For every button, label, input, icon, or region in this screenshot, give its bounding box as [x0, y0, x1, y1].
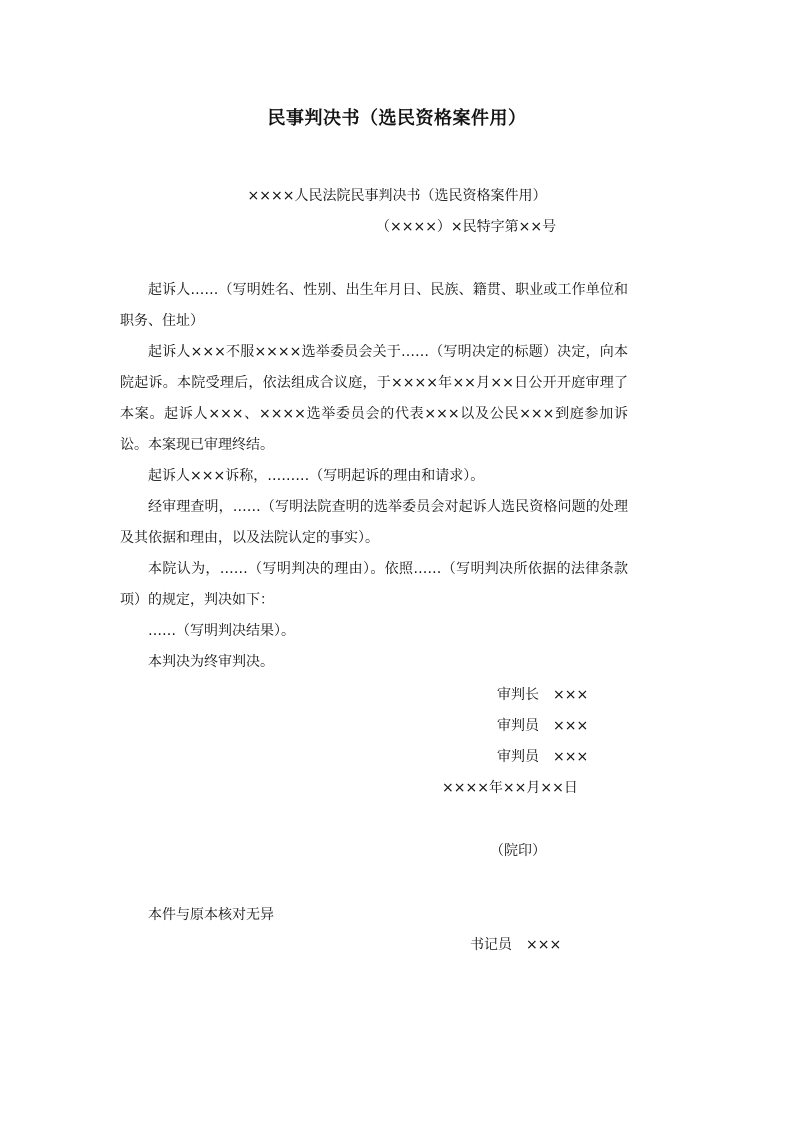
judgment-date: ××××年××月××日 — [442, 780, 578, 796]
paragraph-plaintiff: 起诉人……（写明姓名、性别、出生年月日、民族、籍贯、职业或工作单位和职务、住址） — [120, 282, 628, 329]
presiding-judge-line — [497, 684, 588, 704]
clerk-name: ××× — [526, 937, 562, 953]
judge1-role: 审判员 — [497, 718, 539, 734]
judge-line-2 — [497, 746, 588, 766]
judgment-body — [120, 275, 628, 678]
clerk-role: 书记员 — [470, 937, 512, 953]
judge1-name: ××× — [553, 718, 589, 734]
paragraph-procedure: 起诉人×××不服××××选举委员会关于……（写明决定的标题）决定，向本院起诉。本院受理后，依法组成合议庭，于××××年××月××日公开开庭审理了本案。起诉人×××、××××选举委员会的代表×××以及公民×××到庭参加诉讼。本案现已审理终结。 — [120, 344, 628, 453]
document-title: 民事判决书（选民资格案件用） — [267, 108, 527, 129]
paragraph-claims: 起诉人×××诉称，………（写明起诉的理由和请求）。 — [148, 468, 485, 484]
court-seal: （院印） — [490, 843, 546, 859]
paragraph-result: ……（写明判决结果）。 — [148, 623, 295, 639]
presiding-judge-name: ××× — [553, 687, 589, 703]
case-number: （××××）×民特字第××号 — [376, 219, 557, 235]
clerk-line — [470, 934, 561, 954]
verification-note: 本件与原本核对无异 — [148, 907, 274, 923]
judge2-role: 审判员 — [497, 749, 539, 765]
court-heading: ××××人民法院民事判决书（选民资格案件用） — [247, 188, 547, 204]
judge-line-1 — [497, 715, 588, 735]
judge2-name: ××× — [553, 749, 589, 765]
paragraph-reasoning: 本院认为，……（写明判决的理由）。依照……（写明判决所依据的法律条款项）的规定，判决如下： — [120, 561, 628, 608]
paragraph-findings: 经审理查明，……（写明法院查明的选举委员会对起诉人选民资格问题的处理及其依据和理由，以及法院认定的事实）。 — [120, 499, 628, 546]
presiding-judge-role: 审判长 — [497, 687, 539, 703]
paragraph-final: 本判决为终审判决。 — [148, 654, 274, 670]
